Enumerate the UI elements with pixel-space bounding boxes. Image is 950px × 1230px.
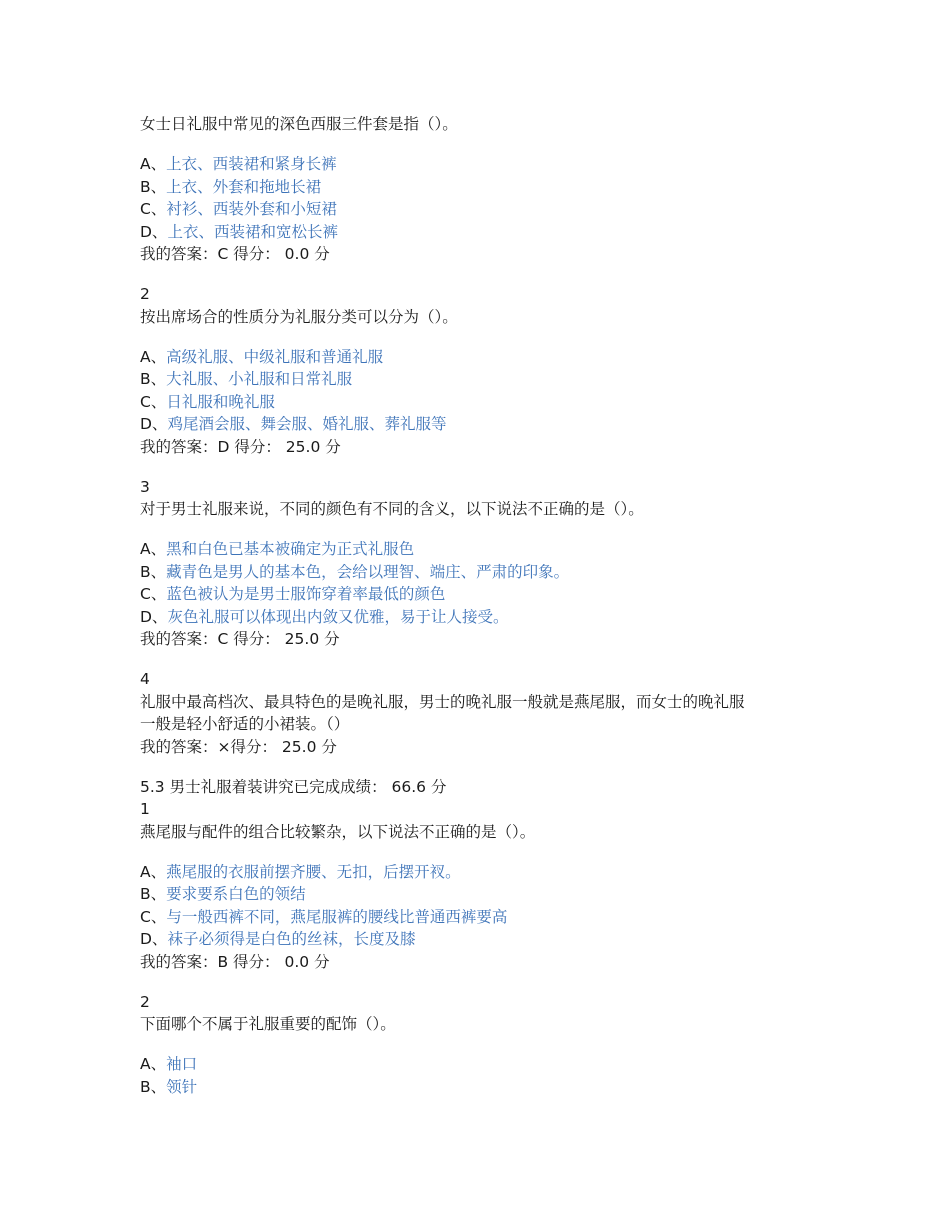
option-a: A、高级礼服、中级礼服和普通礼服 bbox=[140, 347, 384, 366]
option-b: B、领针 bbox=[140, 1077, 198, 1096]
question-text-line-2: 一般是轻小舒适的小裙装。（） bbox=[140, 715, 350, 733]
option-a: A、袖口 bbox=[140, 1055, 198, 1073]
option-c: C、衬衫、西装外套和小短裙 bbox=[140, 200, 337, 218]
my-answer: 我的答案：×得分： 25.0 分 bbox=[140, 737, 337, 756]
option-d: D、灰色礼服可以体现出内敛又优雅，易于让人接受。 bbox=[140, 607, 509, 626]
option-a: A、上衣、西装裙和紧身长裤 bbox=[140, 155, 337, 173]
option-c: C、蓝色被认为是男士服饰穿着率最低的颜色 bbox=[140, 585, 446, 603]
section-title: 5.3 男士礼服着装讲究已完成成绩： 66.6 分 bbox=[140, 777, 447, 796]
option-a: A、燕尾服的衣服前摆齐腰、无扣，后摆开衩。 bbox=[140, 862, 461, 881]
question-text: 女士日礼服中常见的深色西服三件套是指（）。 bbox=[140, 115, 458, 133]
option-d: D、袜子必须得是白色的丝袜，长度及膝 bbox=[140, 930, 416, 948]
option-c: C、与一般西裤不同，燕尾服裤的腰线比普通西裤要高 bbox=[140, 907, 508, 926]
option-d: D、上衣、西装裙和宽松长裤 bbox=[140, 222, 338, 241]
option-b: B、上衣、外套和拖地长裙 bbox=[140, 177, 322, 196]
question-text: 对于男士礼服来说，不同的颜色有不同的含义，以下说法不正确的是（）。 bbox=[140, 500, 644, 518]
document-body bbox=[140, 113, 830, 1098]
my-answer: 我的答案：C 得分： 25.0 分 bbox=[140, 630, 340, 648]
question-number: 1 bbox=[140, 800, 150, 818]
question-number: 2 bbox=[140, 992, 150, 1011]
option-b: B、大礼服、小礼服和日常礼服 bbox=[140, 370, 353, 388]
option-d: D、鸡尾酒会服、舞会服、婚礼服、葬礼服等 bbox=[140, 415, 447, 433]
question-number: 4 bbox=[140, 670, 150, 688]
question-number: 2 bbox=[140, 285, 150, 303]
option-b: B、藏青色是男人的基本色，会给以理智、端庄、严肃的印象。 bbox=[140, 562, 570, 581]
question-text: 下面哪个不属于礼服重要的配饰（）。 bbox=[140, 1015, 396, 1033]
option-b: B、要求要系白色的领结 bbox=[140, 885, 306, 903]
option-c: C、日礼服和晚礼服 bbox=[140, 392, 275, 411]
question-number: 3 bbox=[140, 477, 150, 496]
question-text-line-1: 礼服中最高档次、最具特色的是晚礼服，男士的晚礼服一般就是燕尾服，而女士的晚礼服 bbox=[140, 692, 745, 711]
my-answer: 我的答案：D 得分： 25.0 分 bbox=[140, 437, 341, 456]
question-text: 燕尾服与配件的组合比较繁杂，以下说法不正确的是（）。 bbox=[140, 822, 536, 841]
my-answer: 我的答案：C 得分： 0.0 分 bbox=[140, 245, 330, 263]
question-text: 按出席场合的性质分为礼服分类可以分为（）。 bbox=[140, 307, 458, 326]
option-a: A、黑和白色已基本被确定为正式礼服色 bbox=[140, 540, 415, 558]
my-answer: 我的答案：B 得分： 0.0 分 bbox=[140, 952, 330, 971]
